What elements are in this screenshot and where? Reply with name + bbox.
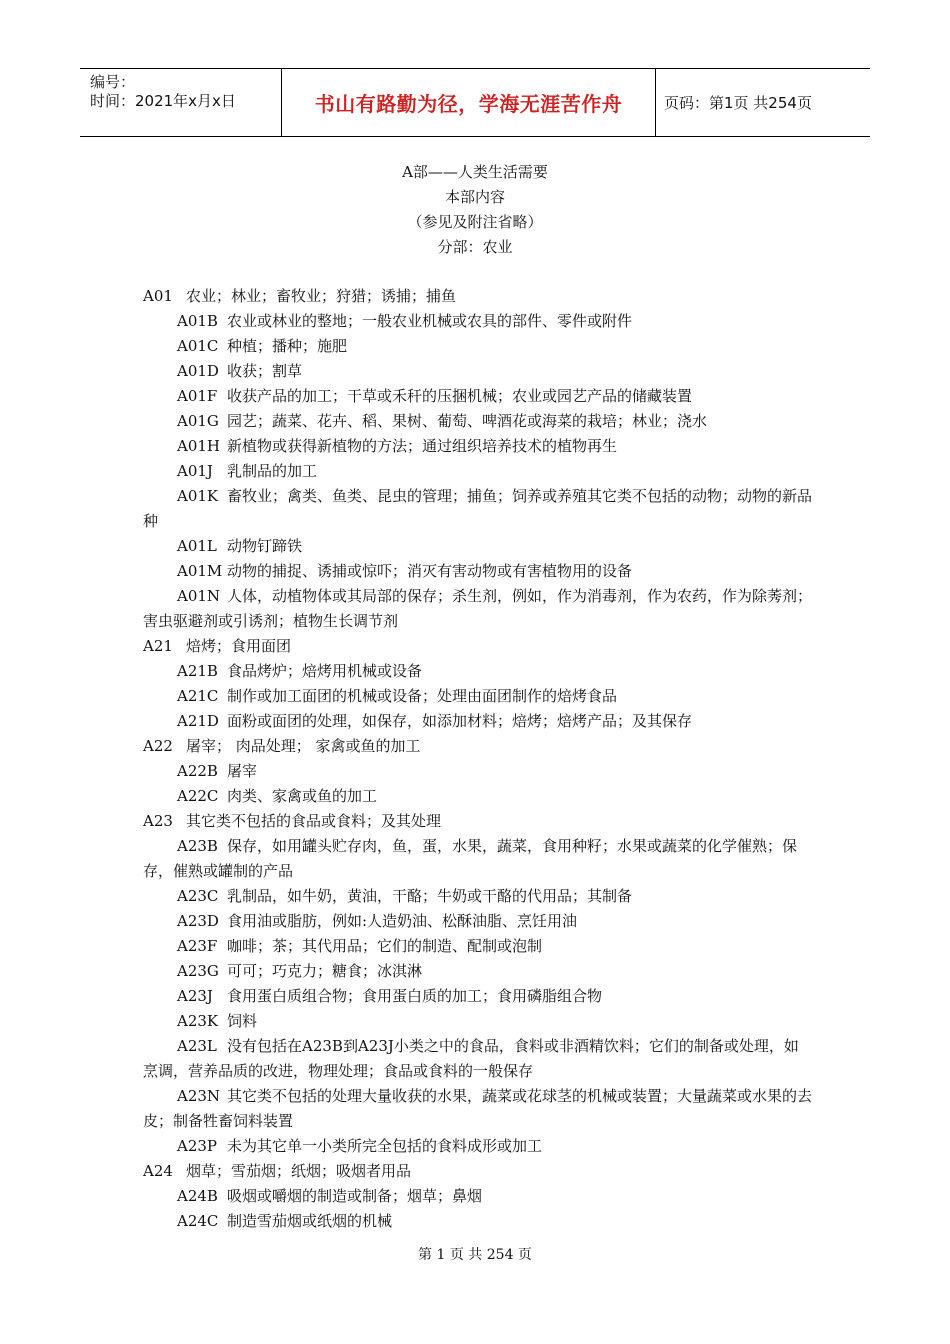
class-entry [143, 1159, 813, 1184]
entry-text: 保存，如用罐头贮存肉，鱼，蛋，水果，蔬菜，食用种籽；水果或蔬菜的化学催熟；保存，催熟或罐制的产品 [143, 837, 798, 880]
entry-text: 收获产品的加工；干草或禾秆的压捆机械；农业或园艺产品的储藏装置 [227, 387, 693, 405]
entry-text: 焙烤；食用面团 [186, 637, 292, 655]
subclass-entry [143, 584, 813, 634]
section-titles [0, 160, 950, 260]
entry-text: 畜牧业；禽类、鱼类、昆虫的管理；捕鱼；饲养或养殖其它类不包括的动物；动物的新品种 [143, 487, 813, 530]
entry-code: A01C [177, 337, 219, 355]
entry-code: A01F [177, 387, 218, 405]
subclass-entry [143, 1084, 813, 1134]
entry-code: A23L [177, 1037, 217, 1055]
entry-text: 食品烤炉；焙烤用机械或设备 [227, 662, 423, 680]
entry-text: 园艺；蔬菜、花卉、稻、果树、葡萄、啤酒花或海菜的栽培；林业；浇水 [227, 412, 708, 430]
header-page-info: 页码：第1页 共254页 [664, 94, 812, 112]
entry-text: 种植；播种；施肥 [227, 337, 348, 355]
page-header [80, 68, 870, 137]
subclass-entry [143, 559, 813, 584]
entry-text: 饲料 [227, 1012, 258, 1030]
subclass-entry [143, 984, 813, 1009]
class-entry [143, 809, 813, 834]
time-label: 时间：2021年x月x日 [90, 92, 236, 110]
section-subtitle: 本部内容 [444, 188, 505, 206]
entry-code: A01H [177, 437, 221, 455]
entry-text: 食用油或脂肪，例如:人造奶油、松酥油脂、烹饪用油 [227, 912, 578, 930]
entry-code: A23 [143, 812, 173, 830]
entry-text: 其它类不包括的食品或食料；及其处理 [186, 812, 442, 830]
header-motto: 书山有路勤为径，学海无涯苦作舟 [282, 69, 656, 136]
entry-text: 农业；林业；畜牧业；狩猎；诱捕；捕鱼 [186, 287, 457, 305]
entry-text: 屠宰； 肉品处理； 家禽或鱼的加工 [186, 737, 421, 755]
entry-code: A01G [177, 412, 219, 430]
entry-code: A23F [177, 937, 218, 955]
entry-code: A23K [177, 1012, 219, 1030]
subclass-entry [143, 684, 813, 709]
subclass-entry [143, 359, 813, 384]
subclass-entry [143, 659, 813, 684]
section-note: （参见及附注省略） [407, 213, 543, 231]
class-entry [143, 284, 813, 309]
entry-text: 没有包括在A23B到A23J小类之中的食品，食料或非酒精饮料；它们的制备或处理，如烹调，营养品质的改进，物理处理；食品或食料的一般保存 [143, 1037, 799, 1080]
entry-code: A24B [177, 1187, 218, 1205]
entry-text: 食用蛋白质组合物；食用蛋白质的加工；食用磷脂组合物 [227, 987, 603, 1005]
class-entry [143, 634, 813, 659]
entry-code: A23C [177, 887, 219, 905]
subclass-entry [143, 534, 813, 559]
section-title: A部——人类生活需要 [402, 163, 548, 181]
subclass-entry [143, 1184, 813, 1209]
subclass-entry [143, 759, 813, 784]
entry-text: 屠宰 [227, 762, 258, 780]
entry-code: A24 [143, 1162, 173, 1180]
entry-code: A23D [177, 912, 219, 930]
entry-code: A21C [177, 687, 219, 705]
entry-code: A23P [177, 1137, 218, 1155]
subclass-entry [143, 1134, 813, 1159]
subclass-entry [143, 1009, 813, 1034]
entry-text: 烟草；雪茄烟；纸烟；吸烟者用品 [186, 1162, 412, 1180]
entry-text: 制造雪茄烟或纸烟的机械 [227, 1212, 393, 1230]
header-meta [80, 69, 282, 136]
entry-text: 收获；割草 [227, 362, 303, 380]
subclass-entry [143, 334, 813, 359]
entry-code: A23G [177, 962, 219, 980]
subclass-entry [143, 434, 813, 459]
entry-code: A01M [177, 562, 223, 580]
subclass-entry [143, 959, 813, 984]
entry-text: 乳制品的加工 [227, 462, 318, 480]
entry-code: A23B [177, 837, 218, 855]
entry-text: 未为其它单一小类所完全包括的食料成形或加工 [227, 1137, 543, 1155]
subclass-entry [143, 409, 813, 434]
classification-list [143, 284, 813, 1234]
subclass-entry [143, 784, 813, 809]
entry-code: A23N [177, 1087, 221, 1105]
subclass-entry [143, 884, 813, 909]
entry-code: A24C [177, 1212, 219, 1230]
subclass-entry [143, 459, 813, 484]
entry-code: A01 [143, 287, 173, 305]
entry-text: 制作或加工面团的机械或设备；处理由面团制作的焙烤食品 [227, 687, 618, 705]
entry-text: 面粉或面团的处理，如保存，如添加材料；焙烤；焙烤产品；及其保存 [227, 712, 693, 730]
entry-code: A22B [177, 762, 218, 780]
subclass-entry [143, 1209, 813, 1234]
entry-text: 其它类不包括的处理大量收获的水果，蔬菜或花球茎的机械或装置；大量蔬菜或水果的去皮；制备牲畜饲料装置 [143, 1087, 813, 1130]
entry-code: A22 [143, 737, 173, 755]
subclass-entry [143, 309, 813, 334]
entry-text: 动物钉蹄铁 [227, 537, 303, 555]
entry-text: 人体，动植物体或其局部的保存；杀生剂，例如，作为消毒剂，作为农药，作为除莠剂；害虫驱避剂或引诱剂；植物生长调节剂 [143, 587, 813, 630]
entry-text: 农业或林业的整地；一般农业机械或农具的部件、零件或附件 [227, 312, 633, 330]
subclass-entry [143, 934, 813, 959]
entry-code: A21D [177, 712, 219, 730]
entry-code: A01N [177, 587, 221, 605]
entry-text: 可可；巧克力；糖食；冰淇淋 [227, 962, 423, 980]
subclass-entry [143, 1034, 813, 1084]
entry-text: 吸烟或嚼烟的制造或制备；烟草；鼻烟 [227, 1187, 483, 1205]
entry-code: A01D [177, 362, 219, 380]
entry-text: 咖啡；茶；其代用品；它们的制造、配制或泡制 [227, 937, 543, 955]
entry-code: A21 [143, 637, 173, 655]
subclass-entry [143, 909, 813, 934]
subclass-entry [143, 384, 813, 409]
subclass-entry [143, 709, 813, 734]
entry-code: A21B [177, 662, 218, 680]
entry-text: 动物的捕捉、诱捕或惊吓；消灭有害动物或有害植物用的设备 [227, 562, 633, 580]
entry-code: A01B [177, 312, 218, 330]
entry-code: A01J [177, 462, 213, 480]
page-footer: 第 1 页 共 254 页 [418, 1247, 532, 1263]
number-label: 编号： [90, 73, 136, 91]
class-entry [143, 734, 813, 759]
subclass-entry [143, 834, 813, 884]
entry-code: A23J [177, 987, 213, 1005]
entry-code: A01K [177, 487, 219, 505]
entry-code: A22C [177, 787, 219, 805]
entry-text: 新植物或获得新植物的方法；通过组织培养技术的植物再生 [227, 437, 618, 455]
subclass-entry [143, 484, 813, 534]
entry-text: 乳制品，如牛奶，黄油，干酪；牛奶或干酪的代用品；其制备 [227, 887, 633, 905]
subsection-title: 分部：农业 [437, 238, 513, 256]
entry-code: A01L [177, 537, 217, 555]
entry-text: 肉类、家禽或鱼的加工 [227, 787, 378, 805]
